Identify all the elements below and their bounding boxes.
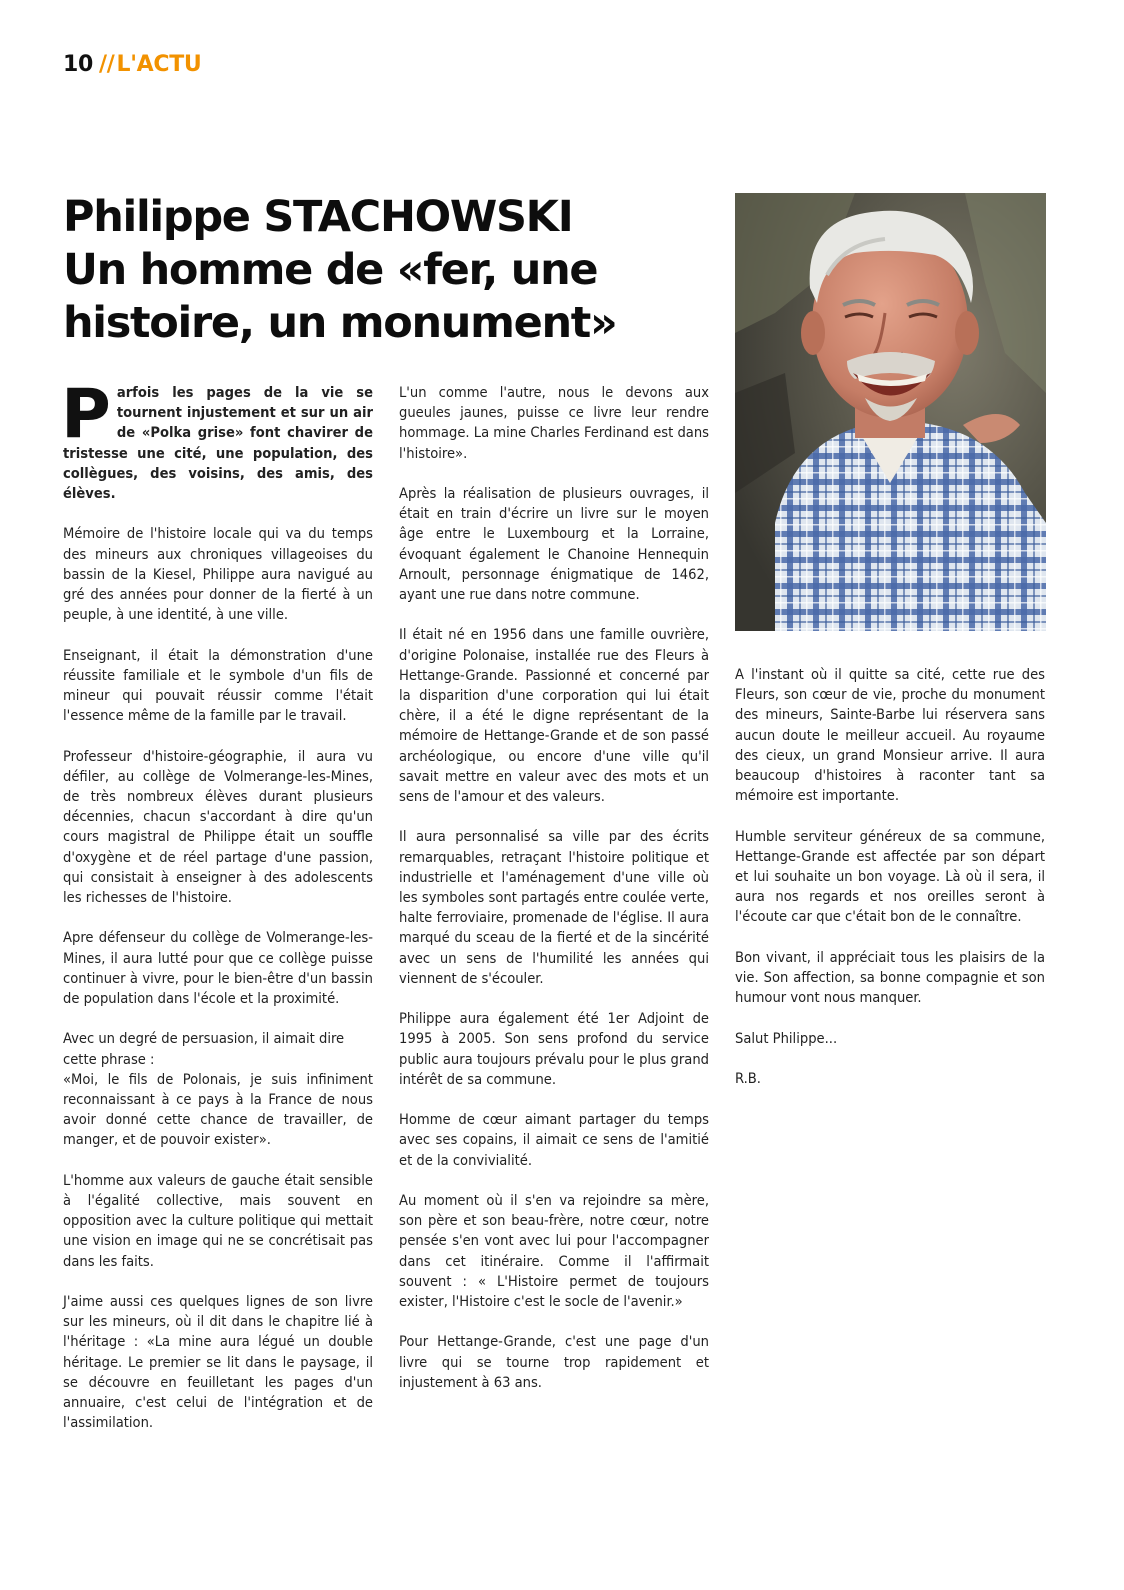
page-header bbox=[63, 52, 202, 77]
paragraph: Bon vivant, il appréciait tous les plaisirs de la vie. Son affection, sa bonne compagnie et son humour vont nous manquer. bbox=[735, 948, 1045, 1007]
paragraph: Professeur d'histoire-géographie, il aura vu défiler, au collège de Volmerange-les-Mines, de très nombreux élèves durant plusieurs décennies, chacun s'accordant à dire qu'un cours magistral de Philippe était un souffle d'oxygène et de réel partage d'une passion, qui consistait à enseigner à des adolescents les richesses de l'histoire. bbox=[63, 747, 373, 907]
section-label: L'ACTU bbox=[116, 52, 202, 77]
paragraph: Mémoire de l'histoire locale qui va du temps des mineurs aux chroniques villageoises du bassin de la Kiesel, Philippe aura navigué au gré des années pour donner de la fierté à un peuple, à une identité, à une ville. bbox=[63, 525, 373, 624]
paragraph: A l'instant où il quitte sa cité, cette rue des Fleurs, son cœur de vie, proche du monument des mineurs, Sainte-Barbe lui réservera sans aucun doute le meilleur accueil. Au royaume des cieux, un grand Monsieur arrive. Il aura beaucoup d'histoires à raconter tant sa mémoire est importante. bbox=[735, 666, 1045, 805]
lead-text: arfois les pages de la vie se tournent injustement et sur un air de «Polka grise» font chavirer de tristesse une cité, une population, des collègues, des voisins, des amis, des élèves. bbox=[63, 384, 373, 503]
paragraph: Philippe aura également été 1er Adjoint de 1995 à 2005. Son sens profond du service public aura toujours prévalu pour le plus grand intérêt de sa commune. bbox=[399, 1010, 709, 1088]
paragraph: Apre défenseur du collège de Volmerange-les-Mines, il aura lutté pour que ce collège puisse continuer à vivre, pour le bien-être d'un bassin de population dans l'école et la proximité. bbox=[63, 929, 373, 1008]
title-line-2: Un homme de «fer, une bbox=[63, 245, 598, 295]
lead-paragraph bbox=[61, 375, 373, 504]
closing-line: Salut Philippe... bbox=[735, 1029, 838, 1047]
article-column-2 bbox=[399, 383, 709, 1413]
paragraph: Après la réalisation de plusieurs ouvrages, il était en train d'écrire un livre sur le moyen âge entre le Luxembourg et la Lorraine, évoquant également le Chanoine Hennequin Arnoult, personnage énigmatique de 1462, ayant une rue dans notre commune. bbox=[399, 485, 709, 604]
paragraph: L'homme aux valeurs de gauche était sensible à l'égalité collective, mais souvent en opposition avec la culture politique qui mettait une vision en image qui ne se concrétisait pas dans les faits. bbox=[63, 1171, 373, 1270]
paragraph: Il était né en 1956 dans une famille ouvrière, d'origine Polonaise, installée rue des Fleurs à Hettange-Grande. Passionné et concerné par la disparition d'une corporation qui lui était chère, il a été le digne représentant de la mémoire de Hettange-Grande et de son passé archéologique, ou encore d'une ville qu'il savait mettre en valeur avec des mots et un sens de l'amour et des valeurs. bbox=[399, 626, 709, 806]
article-title bbox=[63, 191, 703, 350]
paragraph: Avec un degré de persuasion, il aimait dire cette phrase : bbox=[63, 1030, 345, 1068]
paragraph: Pour Hettange-Grande, c'est une page d'un livre qui se tourne trop rapidement et injustement à 63 ans. bbox=[399, 1333, 709, 1391]
paragraph: J'aime aussi ces quelques lignes de son livre sur les mineurs, où il dit dans le chapitre lié à l'héritage : «La mine aura légué un double héritage. Le premier se lit dans le paysage, il se découvre en feuilletant les pages d'un annuaire, c'est celui de l'intégration et de l'assimilation. bbox=[63, 1293, 373, 1432]
quote-paragraph: «Moi, le fils de Polonais, je suis infiniment reconnaissant à ce pays à la France de nous avoir donné cette chance de travailler, de manger, et de pouvoir exister». bbox=[63, 1070, 373, 1149]
header-separator: // bbox=[99, 52, 115, 77]
article-column-1 bbox=[61, 375, 373, 1454]
title-line-3: histoire, un monument» bbox=[63, 298, 617, 348]
portrait-illustration bbox=[735, 193, 1046, 631]
portrait-photo bbox=[735, 193, 1046, 631]
paragraph: L'un comme l'autre, nous le devons aux gueules jaunes, puisse ce livre leur rendre hommage. La mine Charles Ferdinand est dans l'histoire». bbox=[399, 384, 709, 462]
paragraph: Il aura personnalisé sa ville par des écrits remarquables, retraçant l'histoire politique et industrielle et l'aménagement d'une ville où les symboles sont partagés entre coulée verte, halte ferroviaire, promenade de l'église. Il aura marqué du sceau de la fierté et de la sincérité avec un sens de l'humilité les années qui viennent de s'écouler. bbox=[399, 828, 709, 987]
paragraph: Enseignant, il était la démonstration d'une réussite familiale et le symbole d'un fils de mineur qui pouvait réussir comme l'était l'essence même de la famille par le travail. bbox=[63, 646, 373, 725]
author-signature: R.B. bbox=[735, 1070, 761, 1087]
drop-cap: P bbox=[61, 375, 111, 454]
paragraph: Homme de cœur aimant partager du temps avec ses copains, il aimait ce sens de l'amitié et de la convivialité. bbox=[399, 1111, 709, 1169]
article-column-3 bbox=[735, 665, 1045, 1109]
paragraph: Humble serviteur généreux de sa commune, Hettange-Grande est affectée par son départ et lui souhaite un bon voyage. Là où il sera, il aura nos regards et nos oreilles seront à l'écoute car que c'était bon de le connaître. bbox=[735, 827, 1045, 926]
paragraph: Au moment où il s'en va rejoindre sa mère, son père et son beau-frère, notre cœur, notre pensée s'en vont avec lui pour l'accompagner dans cet itinéraire. Comme il l'affirmait souvent : « L'Histoire permet de toujours exister, l'Histoire c'est le socle de l'avenir.» bbox=[399, 1192, 709, 1311]
title-line-1: Philippe STACHOWSKI bbox=[63, 192, 573, 242]
page-number: 10 bbox=[63, 52, 94, 77]
